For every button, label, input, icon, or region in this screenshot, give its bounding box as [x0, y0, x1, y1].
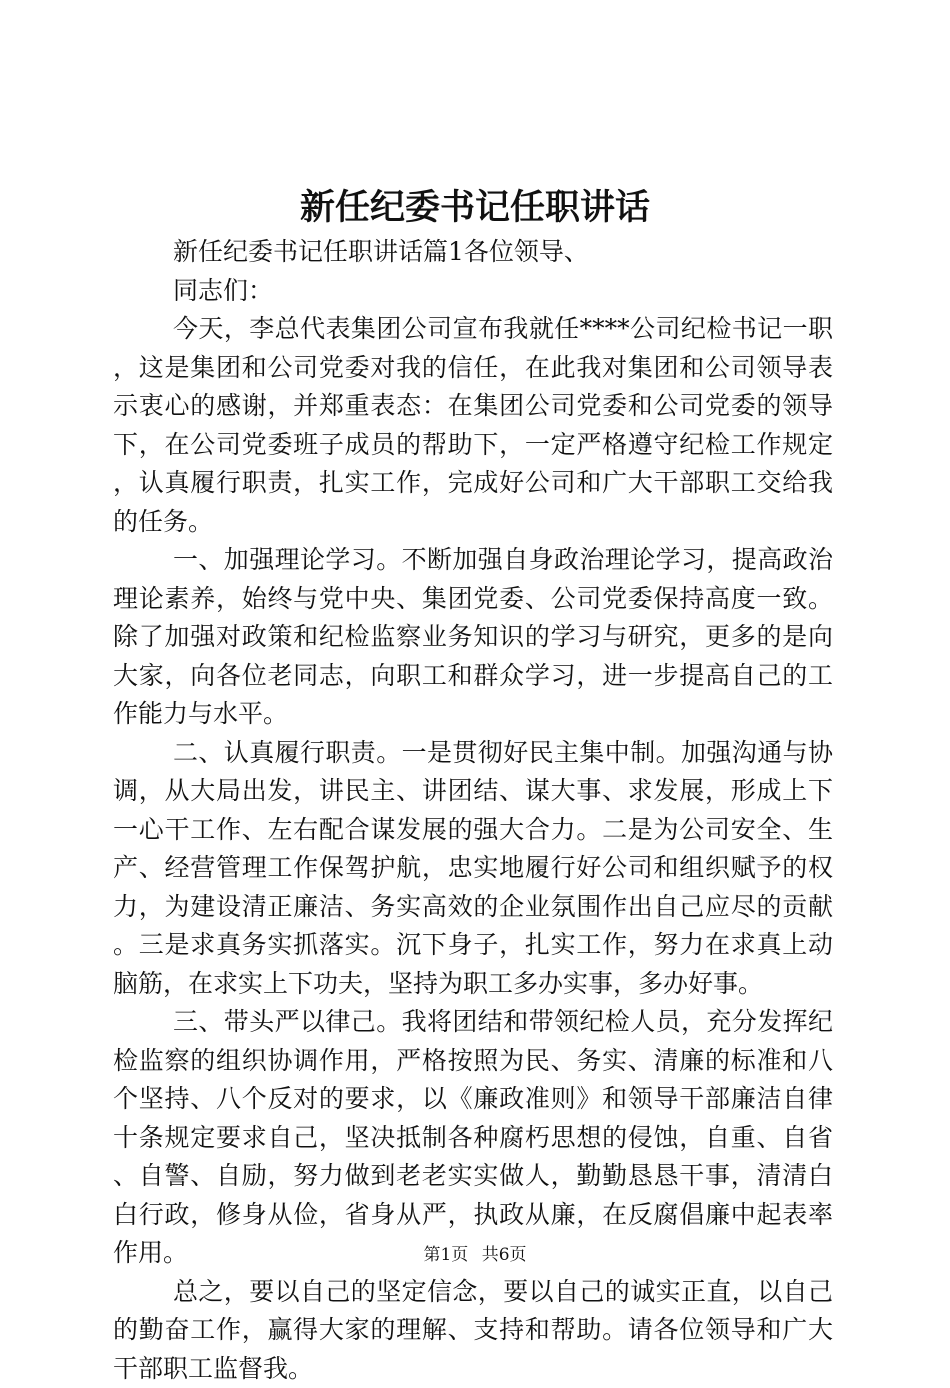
page-number: 第1页	[423, 1245, 468, 1265]
paragraph-salutation: 同志们：	[113, 272, 833, 311]
paragraph-point-one: 一、加强理论学习。不断加强自身政治理论学习，提高政治理论素养，始终与党中央、集团党委、公司党委保持高度一致。除了加强对政策和纪检监察业务知识的学习与研究，更多的是向大家，向各位老同志，向职工和群众学习，进一步提高自己的工作能力与水平。	[113, 541, 833, 734]
document-body	[113, 233, 833, 1388]
paragraph-heading-line: 新任纪委书记任职讲话篇1各位领导、	[113, 233, 833, 272]
paragraph-point-three: 三、带头严以律己。我将团结和带领纪检人员，充分发挥纪检监察的组织协调作用，严格按照为民、务实、清廉的标准和八个坚持、八个反对的要求，以《廉政准则》和领导干部廉洁自律十条规定要求自己，坚决抵制各种腐朽思想的侵蚀，自重、自省、自警、自励，努力做到老老实实做人，勤勤恳恳干事，清清白白行政，修身从俭，省身从严，执政从廉，在反腐倡廉中起表率作用。	[113, 1003, 833, 1273]
paragraph-closing: 总之，要以自己的坚定信念，要以自己的诚实正直，以自己的勤奋工作，赢得大家的理解、支持和帮助。请各位领导和广大干部职工监督我。	[113, 1273, 833, 1388]
paragraph-point-two: 二、认真履行职责。一是贯彻好民主集中制。加强沟通与协调，从大局出发，讲民主、讲团结、谋大事、求发展，形成上下一心干工作、左右配合谋发展的强大合力。二是为公司安全、生产、经营管理工作保驾护航，忠实地履行好公司和组织赋予的权力，为建设清正廉洁、务实高效的企业氛围作出自己应尽的贡献。三是求真务实抓落实。沉下身子，扎实工作，努力在求真上动脑筋，在求实上下功夫，坚持为职工多办实事，多办好事。	[113, 734, 833, 1004]
page-total: 共6页	[482, 1245, 527, 1265]
document-title: 新任纪委书记任职讲话	[0, 183, 950, 233]
page-footer	[0, 1243, 950, 1267]
paragraph-opening: 今天，李总代表集团公司宣布我就任****公司纪检书记一职，这是集团和公司党委对我的信任，在此我对集团和公司领导表示衷心的感谢，并郑重表态：在集团公司党委和公司党委的领导下，在公司党委班子成员的帮助下，一定严格遵守纪检工作规定，认真履行职责，扎实工作，完成好公司和广大干部职工交给我的任务。	[113, 310, 833, 541]
